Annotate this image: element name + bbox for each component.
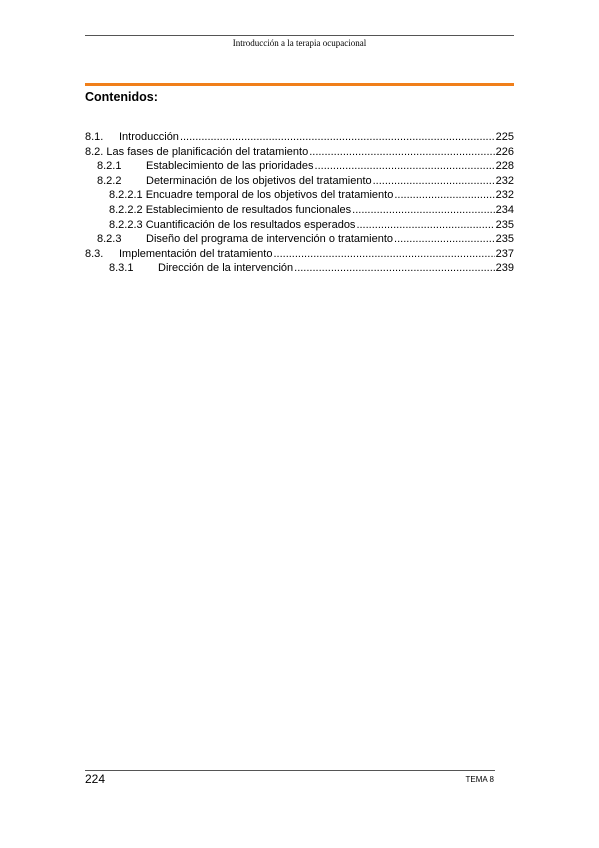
header-rule	[85, 35, 514, 36]
toc-entry-page: 235	[495, 233, 514, 246]
toc-leader-dots	[394, 232, 495, 247]
toc-entry[interactable]	[85, 247, 514, 262]
toc-entry-title: 8.2.2.1 Encuadre temporal de los objetivos del tratamiento	[109, 189, 394, 202]
toc-entry[interactable]	[85, 232, 514, 247]
footer-page-number: 224	[85, 772, 106, 786]
toc-leader-dots	[273, 247, 494, 262]
toc-entry-page: 239	[495, 262, 514, 275]
toc-entry-title: 8.2.2.2 Establecimiento de resultados funcionales	[109, 203, 352, 216]
section-rule	[85, 83, 514, 86]
running-header: Introducción a la terapia ocupacional	[232, 38, 367, 48]
toc-entry-title: Introducción	[119, 131, 179, 143]
toc-entry-page: 232	[495, 174, 514, 187]
toc-leader-dots	[352, 203, 494, 218]
toc-entry[interactable]	[85, 218, 514, 233]
toc-entry-title: Determinación de los objetivos del tratamiento	[146, 174, 372, 187]
toc-entry-number: 8.2.2	[97, 174, 122, 187]
toc-entry-title: Establecimiento de las prioridades	[146, 160, 314, 173]
toc-leader-dots	[315, 159, 495, 174]
toc-entry-page: 232	[495, 189, 514, 202]
toc-leader-dots	[394, 188, 494, 203]
toc-entry[interactable]	[85, 145, 514, 160]
toc-entry-page: 226	[495, 145, 514, 158]
toc-entry[interactable]	[85, 203, 514, 218]
toc-entry-title: 8.2. Las fases de planificación del tratamiento	[85, 145, 309, 158]
toc-entry-number: 8.1.	[85, 131, 104, 143]
toc-leader-dots	[294, 261, 495, 276]
toc-entry[interactable]	[85, 159, 514, 174]
toc-entry-page: 235	[495, 218, 514, 231]
toc-entry-number: 8.3.1	[109, 262, 134, 275]
footer-chapter-label: TEMA 8	[465, 775, 494, 784]
toc-entry[interactable]	[85, 174, 514, 189]
toc-leader-dots	[356, 218, 494, 233]
toc-leader-dots	[180, 130, 495, 145]
toc-entry-page: 234	[495, 203, 514, 216]
toc-entry-title: Diseño del programa de intervención o tratamiento	[146, 233, 394, 246]
toc-entry-title: Implementación del tratamiento	[119, 247, 273, 260]
toc-entry-title: 8.2.2.3 Cuantificación de los resultados esperados	[109, 218, 356, 231]
toc-entry-page: 228	[495, 160, 514, 173]
footer-rule	[85, 770, 495, 771]
toc-entry[interactable]	[85, 261, 514, 276]
toc-entry-title: Dirección de la intervención	[158, 262, 294, 275]
toc-leader-dots	[373, 174, 495, 189]
toc-entry-page: 237	[495, 247, 514, 260]
toc-entry-page: 225	[495, 131, 514, 143]
toc-entry-number: 8.3.	[85, 247, 104, 260]
toc-entry[interactable]	[85, 130, 514, 145]
toc-entry-number: 8.2.3	[97, 233, 122, 246]
table-of-contents	[85, 130, 514, 276]
section-title: Contenidos:	[85, 90, 158, 104]
toc-leader-dots	[309, 145, 494, 160]
toc-entry-number: 8.2.1	[97, 160, 122, 173]
toc-entry[interactable]	[85, 188, 514, 203]
